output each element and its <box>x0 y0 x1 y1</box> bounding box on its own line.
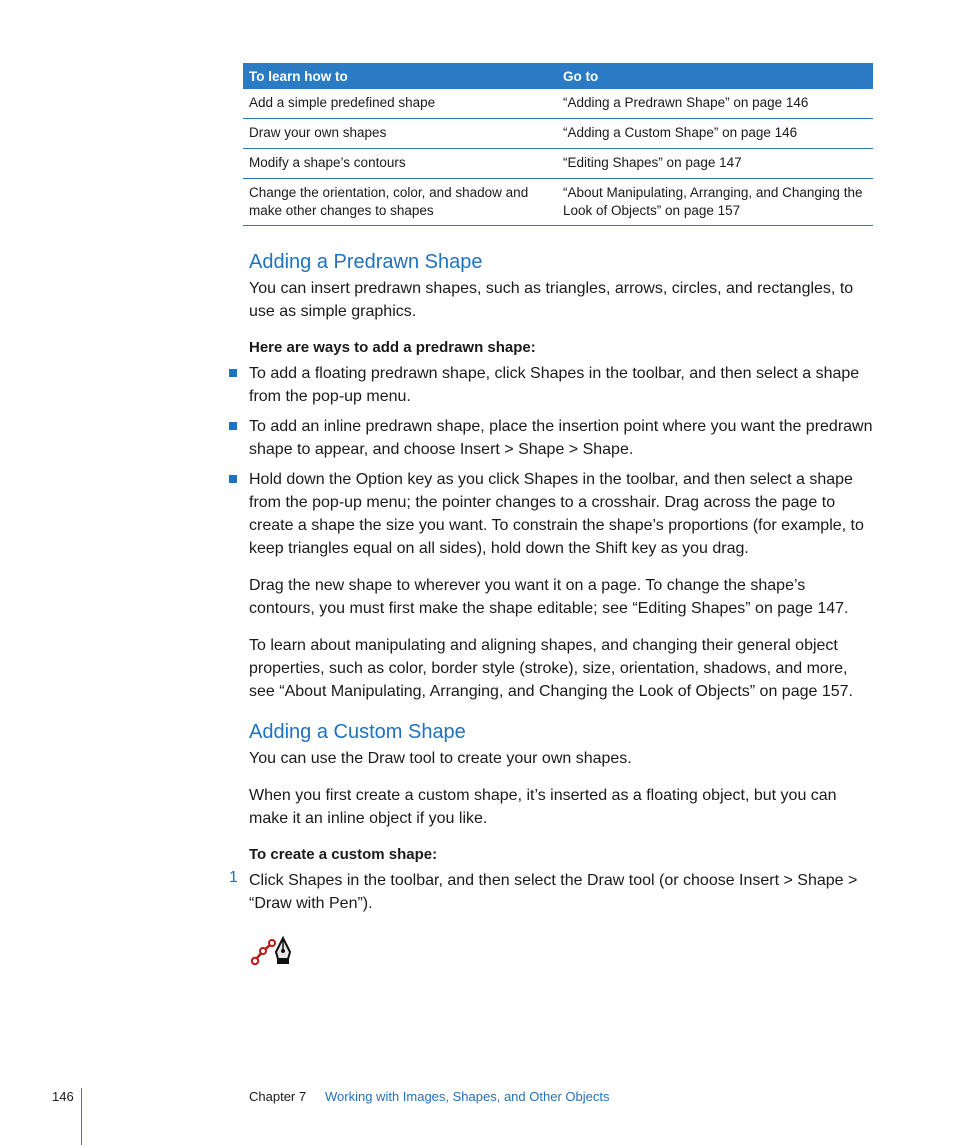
table-cell: “Adding a Predrawn Shape” on page 146 <box>557 89 873 119</box>
table-header-row <box>243 63 873 89</box>
footer-divider <box>81 1088 82 1145</box>
section-title-custom: Adding a Custom Shape <box>249 721 466 743</box>
page-number: 146 <box>52 1089 74 1104</box>
paragraph-learn: To learn about manipulating and aligning shapes, and changing their general object properties, such as color, border style (stroke), size, orientation, shadows, and more, see “About Manipulating, Arranging, and Changing the Look of Objects” on page 157. <box>249 637 853 700</box>
section-intro: You can insert predrawn shapes, such as triangles, arrows, circles, and rectangles, to use as simple graphics. <box>249 280 854 320</box>
bullet-icon <box>229 422 237 430</box>
footer-chapter: Chapter 7 <box>249 1089 307 1104</box>
table-cell: Add a simple predefined shape <box>243 89 557 119</box>
table-row <box>243 179 873 226</box>
step-number: 1 <box>229 869 238 886</box>
table-cell: Change the orientation, color, and shadow and make other changes to shapes <box>243 179 557 226</box>
table-row <box>243 119 873 149</box>
table-header: To learn how to <box>243 63 557 89</box>
table-header: Go to <box>557 63 873 89</box>
table-cell: “About Manipulating, Arranging, and Changing the Look of Objects” on page 157 <box>557 179 873 226</box>
list-item: To add an inline predrawn shape, place the insertion point where you want the predrawn shape to appear, and choose Insert > Shape > Shape. <box>249 418 873 458</box>
list-item: Hold down the Option key as you click Shapes in the toolbar, and then select a shape from the pop-up menu; the pointer changes to a crosshair. Drag across the page to create a shape the size you want. To constrain the shape’s proportions (for example, to keep triangles equal on all sides), hold down the Shift key as you drag. <box>249 471 864 557</box>
reference-table <box>243 63 873 226</box>
paragraph-custom: When you first create a custom shape, it’s inserted as a floating object, but you can make it an inline object if you like. <box>249 787 837 827</box>
bullet-icon <box>229 475 237 483</box>
table-cell: Modify a shape’s contours <box>243 149 557 179</box>
section-intro: You can use the Draw tool to create your own shapes. <box>249 750 632 767</box>
table-cell: Draw your own shapes <box>243 119 557 149</box>
bullet-icon <box>229 369 237 377</box>
table-cell: “Editing Shapes” on page 147 <box>557 149 873 179</box>
table-row <box>243 89 873 119</box>
footer-chapter-title: Working with Images, Shapes, and Other Objects <box>325 1089 610 1104</box>
section-title-predrawn: Adding a Predrawn Shape <box>249 251 483 273</box>
pen-draw-tool-icon <box>250 933 296 969</box>
paragraph-drag: Drag the new shape to wherever you want it on a page. To change the shape’s contours, you must first make the shape editable; see “Editing Shapes” on page 147. <box>249 577 849 617</box>
list-item: To add a floating predrawn shape, click Shapes in the toolbar, and then select a shape from the pop-up menu. <box>249 365 860 405</box>
step-item: Click Shapes in the toolbar, and then select the Draw tool (or choose Insert > Shape > “Draw with Pen”). <box>249 872 858 912</box>
ways-heading: Here are ways to add a predrawn shape: <box>249 339 536 356</box>
table-row <box>243 149 873 179</box>
steps-heading: To create a custom shape: <box>249 846 438 863</box>
table-cell: “Adding a Custom Shape” on page 146 <box>557 119 873 149</box>
